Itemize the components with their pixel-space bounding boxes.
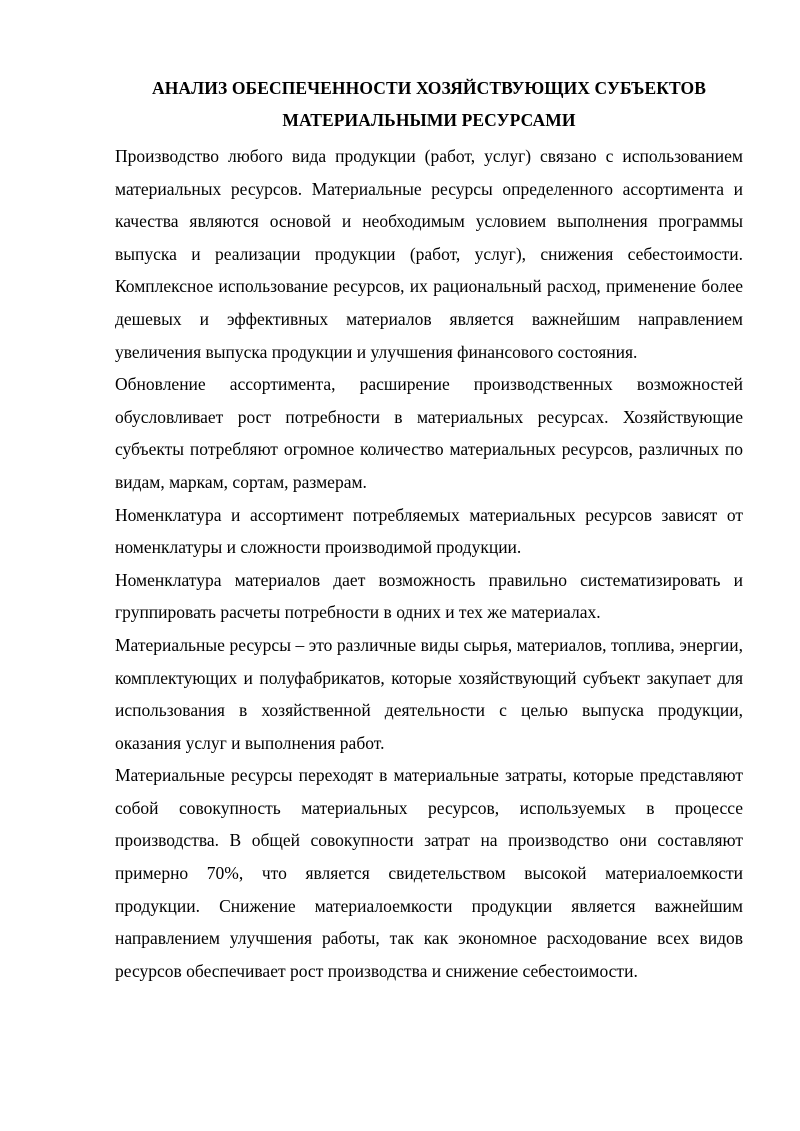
paragraph-3: Номенклатура и ассортимент потребляемых материальных ресурсов зависят от номенклатуры и сложности производимой продукции. <box>115 504 743 558</box>
paragraph-2: Обновление ассортимента, расширение производственных возможностей обусловливает рост потребности в материальных ресурсах. Хозяйствующие субъекты потребляют огромное количество материальных ресурсов, различных по видам, маркам, сортам, размерам. <box>115 374 743 492</box>
document-title <box>115 72 743 136</box>
paragraph-4: Номенклатура материалов дает возможность правильно систематизировать и группировать расчеты потребности в одних и тех же материалах. <box>115 569 743 623</box>
paragraph-6: Материальные ресурсы переходят в материальные затраты, которые представляют собой совокупность материальных ресурсов, используемых в процессе производства. В общей совокупности затрат на производство они составляют примерно 70%, что является свидетельством высокой материалоемкости продукции. Снижение материалоемкости продукции является важнейшим направлением улучшения работы, так как экономное расходование всех видов ресурсов обеспечивает рост производства и снижение себестоимости. <box>115 765 743 981</box>
paragraph-5: Материальные ресурсы – это различные виды сырья, материалов, топлива, энергии, комплектующих и полуфабрикатов, которые хозяйствующий субъект закупает для использования в хозяйственной деятельности с целью выпуска продукции, оказания услуг и выполнения работ. <box>115 634 743 753</box>
document-title-line-1: АНАЛИЗ ОБЕСПЕЧЕННОСТИ ХОЗЯЙСТВУЮЩИХ СУБЪЕКТОВ <box>151 78 707 98</box>
document-title-line-2: МАТЕРИАЛЬНЫМИ РЕСУРСАМИ <box>282 110 576 130</box>
paragraph-1: Производство любого вида продукции (работ, услуг) связано с использованием материальных ресурсов. Материальные ресурсы определенного ассортимента и качества являются основой и необходимым условием выполнения программы выпуска и реализации продукции (работ, услуг), снижения себестоимости. Комплексное использование ресурсов, их рациональный расход, применение более дешевых и эффективных материалов является важнейшим направлением увеличения выпуска продукции и улучшения финансового состояния. <box>115 146 743 362</box>
